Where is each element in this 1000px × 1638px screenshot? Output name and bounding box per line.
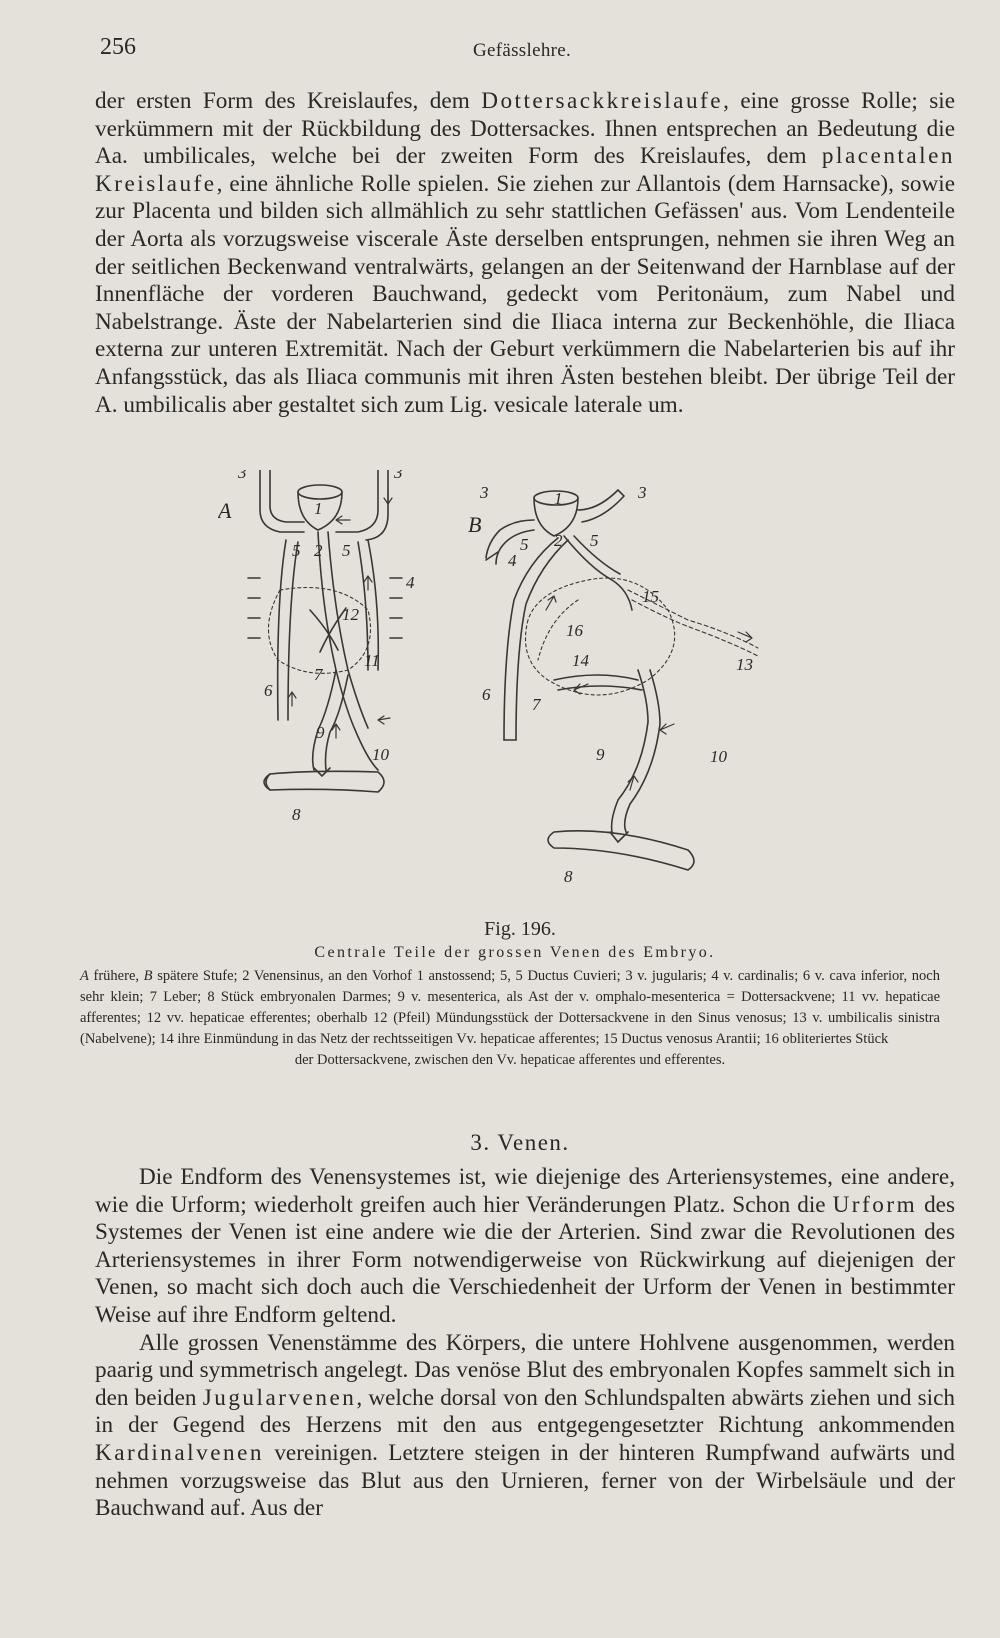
page-header xyxy=(100,34,956,74)
label: 9 xyxy=(316,723,325,742)
spaced-term: Jugularvenen xyxy=(202,1384,357,1411)
label: 7 xyxy=(532,695,541,714)
label: 2 xyxy=(554,531,563,550)
panel-label-b: B xyxy=(468,512,482,537)
label: 10 xyxy=(710,747,727,766)
panel-a-drawing xyxy=(248,470,402,792)
label: 4 xyxy=(508,551,517,570)
spaced-term: placentalen Kreislaufe xyxy=(95,143,955,197)
label: 1 xyxy=(314,499,323,518)
spaced-term: Dottersackkreislaufe xyxy=(481,88,724,114)
text-run: Alle grossen Venenstämme des Körpers, die untere Hohlvene ausgenommen, werden paarig und symmetrisch angelegt. Das venöse Blut des embryonalen Kopfes sammelt sich in den beiden xyxy=(95,1329,955,1411)
paragraph-veins-2 xyxy=(95,1330,955,1523)
caption-run: frühere, xyxy=(88,968,144,984)
running-title: Gefässlehre. xyxy=(473,40,572,61)
caption-run: spätere Stufe; 2 Venensinus, an den Vorhof 1 anstossend; 5, 5 Ductus Cuvieri; 3 v. jugularis; 4 v. cardinalis; 6 v. cava inferior, noch sehr klein; 7 Leber; 8 Stück embryonalen Darmes; 9 v. mesenterica, als Ast der v. omphalo-mesenterica = Dottersackvene; 11 vv. hepaticae afferentes; 12 vv. hepaticae efferentes; oberhalb 12 (Pfeil) Mündungsstück der Dottersackvene in den Sinus venosus; 13 v. umbilicalis sinistra (Nabelvene); 14 ihre Einmündung in das Netz der rechtsseitigen Vv. hepaticae afferentes; 15 Ductus venosus Arantii; 16 obliteriertes Stück xyxy=(80,968,940,1047)
label: 8 xyxy=(564,867,573,886)
text-run: Die Endform des Venensystemes ist, wie diejenige des Arteriensystemes, eine andere, wie die Urform; wiederholt greifen auch hier Veränderungen Platz. Schon die xyxy=(95,1164,955,1218)
label: 6 xyxy=(264,681,273,700)
paragraph-umbilical-arteries xyxy=(95,88,955,419)
label: 3 xyxy=(638,483,647,502)
text-run: vereinigen. Letztere steigen in der hinteren Rumpfwand aufwärts und nehmen vorzugsweise das Blut aus den Urnieren, ferner von der Wirbelsäule und der Bauchwand auf. Aus der xyxy=(95,1439,955,1522)
label: 14 xyxy=(572,651,589,670)
text-run: des Systemes der Venen ist eine andere wie die der Arterien. Sind zwar die Revolutionen des Arteriensystemes in ihrer Form notwendigerweise von Rückwirkung auf diejenigen der Venen, so macht sich doch auch die Verschiedenheit der Urform der Venen in bestimmter Weise auf ihre Endform geltend. xyxy=(95,1191,955,1328)
label: 8 xyxy=(292,805,301,824)
text-run: , eine ähnliche Rolle spielen. Sie ziehen zur Allantois (dem Harnsacke), sowie zur Placenta und bilden sich allmählich zu sehr stattlichen Gefässen' aus. Vom Lendenteile der Aorta als vorzugsweise viscerale Äste derselben entsprungen, nehmen sie ihren Weg an der seitlichen Beckenwand ventralwärts, gelangen an der Seitenwand der Harnblase auf der Innenfläche der vorderen Bauchwand, gedeckt vom Peritonäum, zum Nabel und Nabelstrange. Äste der Nabelarterien sind die Iliaca interna zur Beckenhöhle, die Iliaca externa zur unteren Extremität. Nach der Geburt verkümmern die Nabelarterien bis auf ihr Anfangsstück, das als Iliaca communis mit ihren Ästen bestehen bleibt. Der übrige Teil der A. umbilicalis aber gestaltet sich zum Lig. vesicale laterale um. xyxy=(95,170,955,418)
label: 2 xyxy=(314,541,323,560)
page-number: 256 xyxy=(100,34,136,60)
spaced-term: Urform xyxy=(832,1191,918,1218)
section-body xyxy=(95,1164,955,1523)
figure-number: Fig. 196. xyxy=(484,918,556,940)
spaced-term: Kardinalvenen xyxy=(95,1439,264,1466)
label: 11 xyxy=(364,651,380,670)
label: 3 xyxy=(238,470,247,482)
text-run: , eine grosse Rolle; sie verkümmern mit der Rückbildung des Dottersackes. Ihnen entsprechen an Bedeutung die Aa. umbilicales, welche bei der zweiten Form des Kreislaufes, dem xyxy=(95,88,956,170)
label: 13 xyxy=(736,655,753,674)
figure-caption-title: Centrale Teile der grossen Venen des Embryo. xyxy=(314,944,716,961)
panel-label-a: A xyxy=(218,498,232,523)
paragraph-veins-1 xyxy=(95,1164,955,1330)
label: 12 xyxy=(342,605,359,624)
label: 15 xyxy=(642,587,659,606)
caption-panel-a: A xyxy=(80,968,89,984)
label: 3 xyxy=(394,470,403,482)
caption-panel-b: B xyxy=(143,968,153,984)
label: 16 xyxy=(566,621,583,640)
label: 5 xyxy=(342,541,351,560)
section-heading: 3. Venen. xyxy=(470,1130,570,1155)
label: 4 xyxy=(406,573,415,592)
label: 5 xyxy=(292,541,301,560)
figure-embryo-veins xyxy=(218,470,783,910)
figure-caption xyxy=(80,966,940,1071)
text-run: der ersten Form des Kreislaufes, dem xyxy=(95,88,482,114)
label: 10 xyxy=(372,745,389,764)
label: 3 xyxy=(480,483,489,502)
label: 5 xyxy=(590,531,599,550)
label: 1 xyxy=(554,489,563,508)
label: 5 xyxy=(520,535,529,554)
vein-diagram xyxy=(218,470,783,910)
caption-last-line: der Dottersackvene, zwischen den Vv. hepaticae afferentes und efferentes. xyxy=(294,1052,726,1068)
label: 7 xyxy=(314,665,323,684)
label: 6 xyxy=(482,685,491,704)
text-run: , welche dorsal von den Schlundspalten abwärts ziehen und sich in der Gegend des Herzens mit den aus entgegengesetzter Richtung ankommenden xyxy=(95,1384,955,1439)
label: 9 xyxy=(596,745,605,764)
